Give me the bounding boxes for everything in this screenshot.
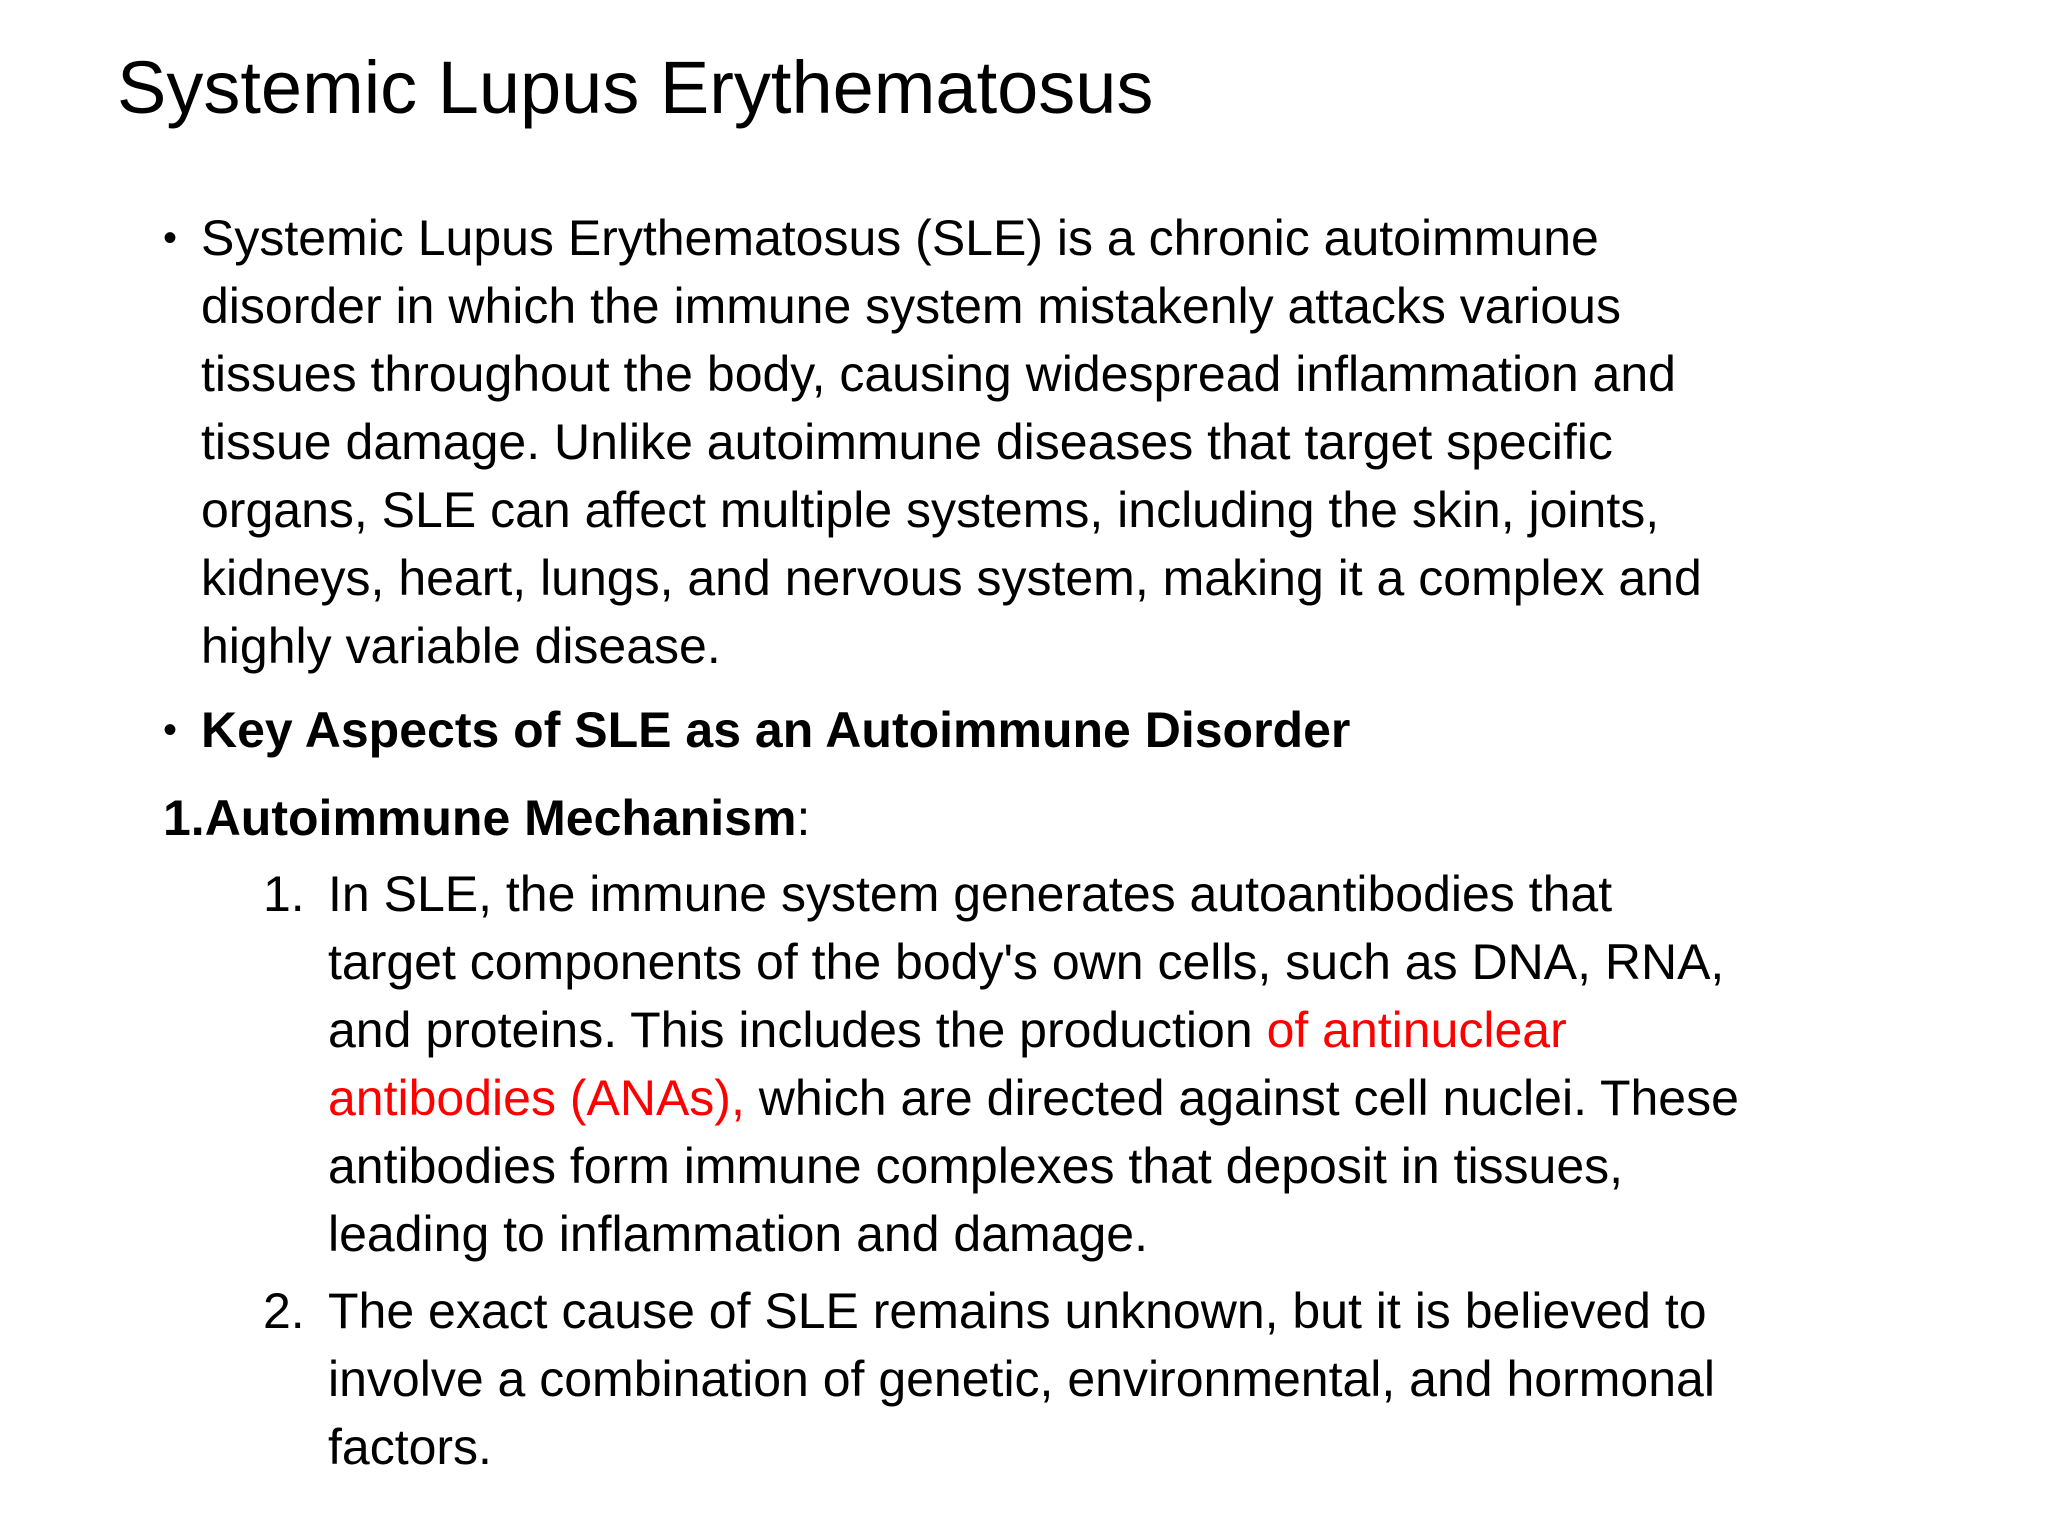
text-line: factors.: [328, 1419, 492, 1475]
section-heading-text: Autoimmune Mechanism: [204, 790, 797, 846]
section-heading: [163, 784, 810, 852]
text-line: Systemic Lupus Erythematosus (SLE) is a chronic autoimmune: [201, 210, 1599, 266]
text-line: highly variable disease.: [201, 618, 721, 674]
section-heading-suffix: :: [796, 790, 811, 846]
text-line: [328, 1064, 1739, 1132]
sub-item-number: 2.: [263, 1283, 305, 1339]
text-line: disorder in which the immune system mistakenly attacks various: [201, 278, 1621, 334]
text-line: The exact cause of SLE remains unknown, but it is believed to: [328, 1283, 1707, 1339]
section-number: 1.: [163, 790, 205, 846]
highlighted-text: antibodies (ANAs),: [328, 1070, 745, 1126]
text-line: involve a combination of genetic, environmental, and hormonal: [328, 1351, 1715, 1407]
text-line: [328, 996, 1739, 1064]
highlighted-text: of antinuclear: [1266, 1002, 1567, 1058]
text-line: In SLE, the immune system generates autoantibodies that: [328, 866, 1613, 922]
text-line: antibodies form immune complexes that deposit in tissues,: [328, 1138, 1624, 1194]
sub-item-number: 1.: [263, 866, 305, 922]
text-line: organs, SLE can affect multiple systems, including the skin, joints,: [201, 482, 1660, 538]
text-line: target components of the body's own cells, such as DNA, RNA,: [328, 934, 1725, 990]
bullet-dot-icon: •: [163, 216, 178, 260]
text-segment: and proteins. This includes the production: [328, 1002, 1267, 1058]
bullet-sle-definition-text: [201, 204, 1702, 680]
text-line: kidneys, heart, lungs, and nervous system, making it a complex and: [201, 550, 1702, 606]
text-segment: which are directed against cell nuclei. These: [744, 1070, 1739, 1126]
sub-item-text: [328, 860, 1739, 1268]
slide-title: Systemic Lupus Erythematosus: [117, 46, 1154, 129]
bullet-key-aspects-text: Key Aspects of SLE as an Autoimmune Disorder: [201, 702, 1351, 758]
sub-item-text: [328, 1277, 1715, 1481]
text-line: leading to inflammation and damage.: [328, 1206, 1148, 1262]
text-line: tissues throughout the body, causing widespread inflammation and: [201, 346, 1676, 402]
bullet-dot-icon: •: [163, 708, 178, 752]
text-line: tissue damage. Unlike autoimmune diseases that target specific: [201, 414, 1613, 470]
